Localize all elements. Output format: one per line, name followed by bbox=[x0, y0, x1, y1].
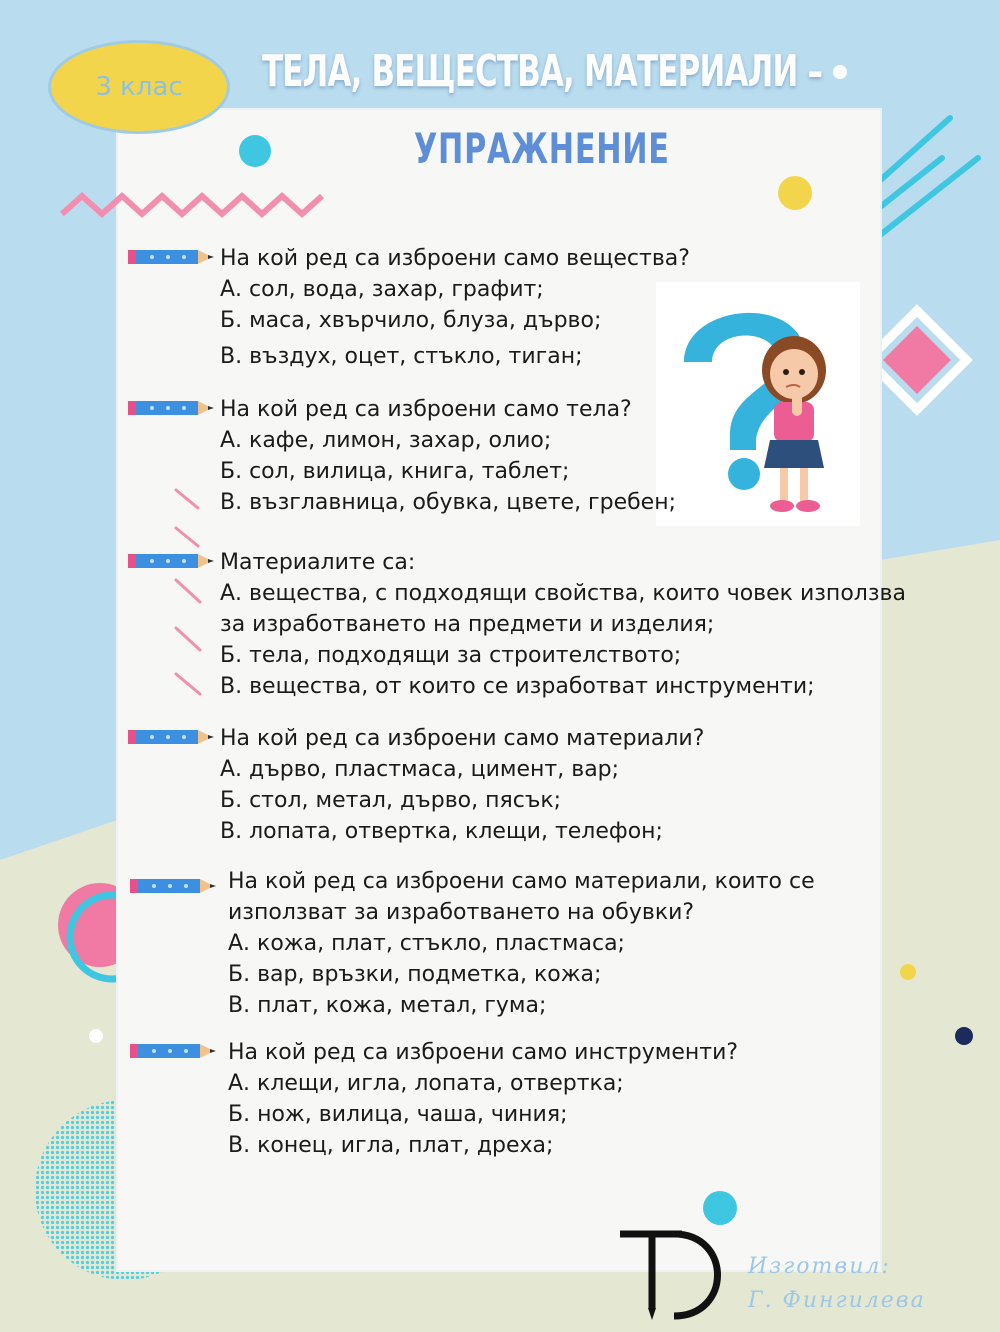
question-text: На кой ред са изброени само материали? bbox=[220, 726, 705, 751]
option-c: В. вещества, от които се изработват инструменти; bbox=[220, 674, 815, 699]
author-logo bbox=[612, 1224, 732, 1324]
question-block-3 bbox=[128, 547, 906, 702]
signature-name: Г. Фингилева bbox=[748, 1288, 926, 1313]
pencil-icon bbox=[128, 398, 216, 418]
question-text: На кой ред са изброени само тела? bbox=[220, 397, 632, 422]
option-c: В. възглавница, обувка, цвете, гребен; bbox=[220, 490, 677, 515]
option-c: В. плат, кожа, метал, гума; bbox=[228, 993, 547, 1018]
question-block-6 bbox=[130, 1037, 890, 1161]
option-b: Б. маса, хвърчило, блуза, дърво; bbox=[220, 308, 602, 333]
page-subtitle: УПРАЖНЕНИЕ bbox=[414, 124, 670, 173]
option-a: А. кафе, лимон, захар, олио; bbox=[220, 428, 552, 453]
pencil-icon bbox=[130, 876, 218, 896]
question-text: На кой ред са изброени само материали, които се bbox=[228, 869, 815, 894]
question-text: На кой ред са изброени само инструменти? bbox=[228, 1040, 739, 1065]
question-block-1 bbox=[128, 243, 888, 372]
page-title: ТЕЛА, ВЕЩЕСТВА, МАТЕРИАЛИ – bbox=[262, 46, 823, 97]
question-text-cont: използват за изработването на обувки? bbox=[228, 900, 695, 925]
author-signature bbox=[748, 1250, 926, 1318]
question-block-4 bbox=[128, 723, 888, 847]
option-a: А. клещи, игла, лопата, отвертка; bbox=[228, 1071, 624, 1096]
option-a: А. сол, вода, захар, графит; bbox=[220, 277, 544, 302]
option-a: А. кожа, плат, стъкло, пластмаса; bbox=[228, 931, 625, 956]
question-text: Материалите са: bbox=[220, 550, 416, 575]
pencil-icon bbox=[130, 1041, 218, 1061]
option-a: А. вещества, с подходящи свойства, които човек използва bbox=[220, 581, 906, 606]
option-a: А. дърво, пластмаса, цимент, вар; bbox=[220, 757, 620, 782]
question-text: На кой ред са изброени само вещества? bbox=[220, 246, 690, 271]
option-b: Б. вар, връзки, подметка, кожа; bbox=[228, 962, 602, 987]
option-c: В. конец, игла, плат, дреха; bbox=[228, 1133, 554, 1158]
pencil-icon bbox=[128, 247, 216, 267]
pencil-icon bbox=[128, 551, 216, 571]
option-b: Б. тела, подходящи за строителството; bbox=[220, 643, 682, 668]
option-b: Б. сол, вилица, книга, таблет; bbox=[220, 459, 570, 484]
question-block-5 bbox=[130, 866, 890, 1021]
option-b: Б. стол, метал, дърво, пясък; bbox=[220, 788, 562, 813]
option-a-cont: за изработването на предмети и изделия; bbox=[220, 612, 715, 637]
pencil-icon bbox=[128, 727, 216, 747]
grade-badge bbox=[48, 40, 230, 134]
option-c: В. въздух, оцет, стъкло, тиган; bbox=[220, 344, 583, 369]
option-b: Б. нож, вилица, чаша, чиния; bbox=[228, 1102, 568, 1127]
signature-label: Изготвил: bbox=[748, 1254, 891, 1279]
grade-label: 3 клас bbox=[95, 72, 183, 102]
option-c: В. лопата, отвертка, клещи, телефон; bbox=[220, 819, 663, 844]
question-block-2 bbox=[128, 394, 888, 518]
